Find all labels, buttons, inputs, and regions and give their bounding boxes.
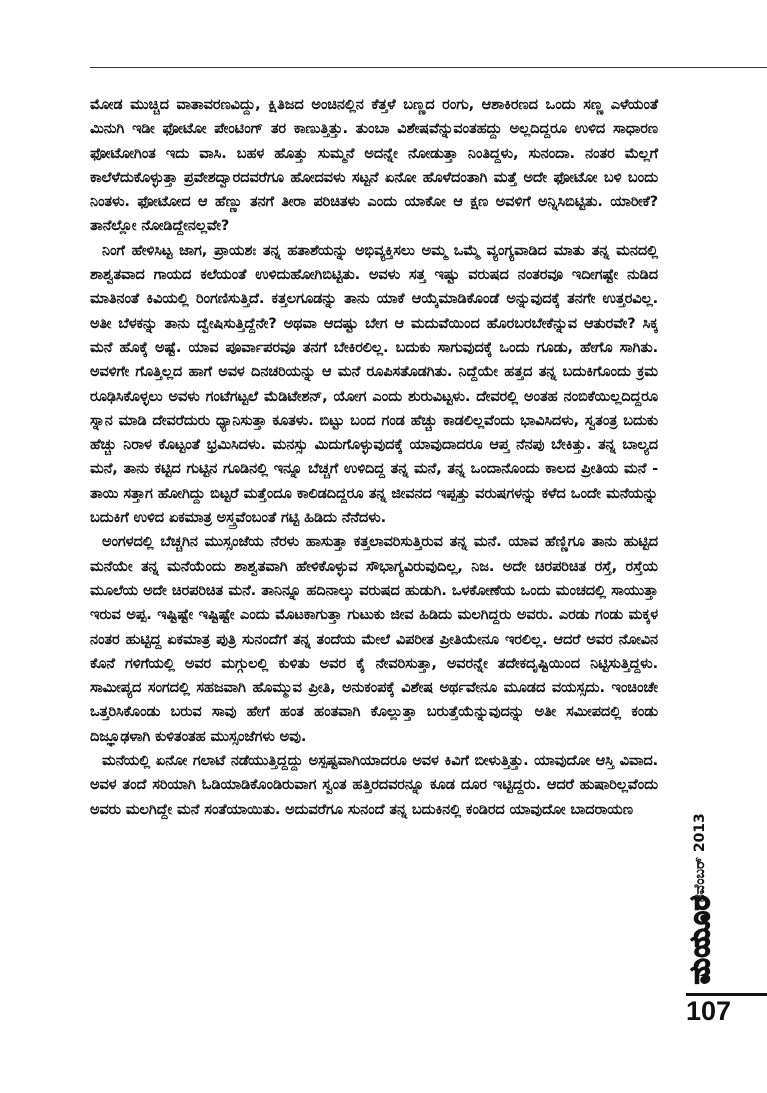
article-paragraph: ಮನೆಯಲ್ಲಿ ಏನೋ ಗಲಾಟೆ ನಡೆಯುತ್ತಿದ್ದದ್ದು ಅಸ್ಪಷ್ಟವಾಗಿಯಾದರೂ ಅವಳ ಕಿವಿಗೆ ಬೀಳುತ್ತಿತ್ತು. ಯಾವುದೋ ಆಸ್ತಿ ವಿವಾದ. ಅವಳ ತಂದೆ ಸರಿಯಾಗಿ ಓಡಿಯಾಡಿಕೊಂಡಿರುವಾಗ ಸ್ವಂತ ಹತ್ತಿರದವರನ್ನೂ ಕೂಡ ದೂರ ಇಟ್ಟಿದ್ದರು. ಆದರೆ ಹುಷಾರಿಲ್ಲವೆಂದು ಅವರು ಮಲಗಿದ್ದೇ ಮನೆ ಸಂತೆಯಾಯಿತು. ಅದುವರೆಗೂ ಸುನಂದೆ ತನ್ನ ಬದುಕಿನಲ್ಲಿ ಕಂಡಿರದ ಯಾವುದೋ ಬಾದರಾಯಣ: [90, 752, 658, 818]
article-paragraph: ಅಂಗಳದಲ್ಲಿ ಬೆಚ್ಚಗಿನ ಮುಸ್ಸಂಜೆಯ ನೆರಳು ಹಾಸುತ್ತಾ ಕತ್ತಲಾವರಿಸುತ್ತಿರುವ ತನ್ನ ಮನೆ. ಯಾವ ಹೆಣ್ಣಿಗೂ ತಾನು ಹುಟ್ಟಿದ ಮನೆಯೇ ತನ್ನ ಮನೆಯೆಂದು ಶಾಶ್ವತವಾಗಿ ಹೇಳಿಕೊಳ್ಳುವ ಸೌಭಾಗ್ಯವಿರುವುದಿಲ್ಲ, ನಿಜ. ಅದೇ ಚಿರಪರಿಚಿತ ರಸ್ತೆ, ರಸ್ತೆಯ ಮೂಲೆಯ ಅದೇ ಚಿರಪರಿಚಿತ ಮನೆ. ತಾನಿನ್ನೂ ಹದಿನಾಲ್ಕು ವರುಷದ ಹುಡುಗಿ. ಒಳಕೋಣೆಯ ಒಂದು ಮಂಚದಲ್ಲಿ ಸಾಯುತ್ತಾ ಇರುವ ಅಪ್ಪ. ಇಷ್ಟಿಷ್ಟೇ ಇಷ್ಟಿಷ್ಟೇ ಎಂದು ಮೊಟಕಾಗುತ್ತಾ ಗುಟುಕು ಜೀವ ಹಿಡಿದು ಮಲಗಿದ್ದರು ಅವರು. ಎರಡು ಗಂಡು ಮಕ್ಕಳ ನಂತರ ಹುಟ್ಟಿದ್ದ ಏಕಮಾತ್ರ ಪುತ್ರಿ ಸುನಂದೆಗೆ ತನ್ನ ತಂದೆಯ ಮೇಲೆ ವಿಪರೀತ ಪ್ರೀತಿಯೇನೂ ಇರಲಿಲ್ಲ. ಆದರೆ ಅವರ ನೋವಿನ ಕೊನೆ ಗಳಿಗೆಯಲ್ಲಿ ಅವರ ಮಗ್ಗುಲಲ್ಲಿ ಕುಳಿತು ಅವರ ಕೈ ನೇವರಿಸುತ್ತಾ, ಅವರನ್ನೇ ತದೇಕದೃಷ್ಟಿಯಿಂದ ನಿಟ್ಟಿಸುತ್ತಿದ್ದಳು. ಸಾಮೀಪ್ಯದ ಸಂಗದಲ್ಲಿ ಸಹಜವಾಗಿ ಹೊಮ್ಮುವ ಪ್ರೀತಿ, ಅನುಕಂಪಕ್ಕೆ ವಿಶೇಷ ಅರ್ಥವೇನೂ ಮೂಡದ ವಯಸ್ಸದು. ಇಂಚಿಂಚೇ ಒತ್ತರಿಸಿಕೊಂಡು ಬರುವ ಸಾವು ಹೇಗೆ ಹಂತ ಹಂತವಾಗಿ ಕೊಲ್ಲುತ್ತಾ ಬರುತ್ತೆಯೆನ್ನುವುದನ್ನು ಅತೀ ಸಮೀಪದಲ್ಲಿ ಕಂಡು ದಿಜ್ಞೂಢಳಾಗಿ ಕುಳಿತಂತಹ ಮುಸ್ಸಂಜೆಗಳು ಅವು.: [90, 533, 658, 745]
article-body: [90, 93, 658, 822]
article-paragraph: ನಿಂಗೆ ಹೇಳಿಸಿಟ್ಟ ಜಾಗ, ಪ್ರಾಯಶಃ ತನ್ನ ಹತಾಶೆಯನ್ನು ಅಭಿವ್ಯಕ್ತಿಸಲು ಅಮ್ಮ ಒಮ್ಮೆ ವ್ಯಂಗ್ಯವಾಡಿದ ಮಾತು ತನ್ನ ಮನದಲ್ಲಿ ಶಾಶ್ವತವಾದ ಗಾಯದ ಕಲೆಯಂತೆ ಉಳಿದುಹೋಗಿಬಿಟ್ಟಿತು. ಅವಳು ಸತ್ತ ಇಷ್ಟು ವರುಷದ ನಂತರವೂ ಇದೀಗಷ್ಟೇ ನುಡಿದ ಮಾತಿನಂತೆ ಕಿವಿಯಲ್ಲಿ ರಿಂಗಣಿಸುತ್ತಿದೆ. ಕತ್ತಲಗೂಡನ್ನು ತಾನು ಯಾಕೆ ಆಯ್ಕೆಮಾಡಿಕೊಂಡೆ ಅನ್ನುವುದಕ್ಕೆ ತನಗೇ ಉತ್ತರವಿಲ್ಲ. ಅತೀ ಬೆಳಕನ್ನು ತಾನು ದ್ವೇಷಿಸುತ್ತಿದ್ದೆನೇ? ಅಥವಾ ಆದಷ್ಟು ಬೇಗ ಆ ಮದುವೆಯಿಂದ ಹೊರಬರಬೇಕೆನ್ನುವ ಆತುರವೇ? ಸಿಕ್ಕ ಮನೆ ಹೊಕ್ಕೆ ಅಷ್ಟೆ. ಯಾವ ಪೂರ್ವಾಪರವೂ ತನಗೆ ಬೇಕಿರಲಿಲ್ಲ. ಬದುಕು ಸಾಗುವುದಕ್ಕೆ ಒಂದು ಗೂಡು, ಹೇಗೊ ಸಾಗಿತು. ಅವಳಿಗೇ ಗೊತ್ತಿಲ್ಲದ ಹಾಗೆ ಅವಳ ದಿನಚರಿಯನ್ನು ಆ ಮನೆ ರೂಪಿಸತೊಡಗಿತು. ನಿದ್ದೆಯೇ ಹತ್ತದ ತನ್ನ ಬದುಕಿಗೊಂದು ಕ್ರಮ ರೂಢಿಸಿಕೊಳ್ಳಲು ಅವಳು ಗಂಟೆಗಟ್ಟಲೆ ಮೆಡಿಟೇಶನ್, ಯೋಗ ಎಂದು ಶುರುವಿಟ್ಟಳು. ದೇವರಲ್ಲಿ ಅಂತಹ ನಂಬಿಕೆಯಿಲ್ಲದಿದ್ದರೂ ಸ್ನಾನ ಮಾಡಿ ದೇವರೆದುರು ಧ್ಯಾನಿಸುತ್ತಾ ಕೂತಳು. ಬಿಟ್ಟು ಬಂದ ಗಂಡ ಹೆಚ್ಚು ಕಾಡಲಿಲ್ಲವೆಂದು ಭಾವಿಸಿದಳು, ಸ್ವತಂತ್ರ ಬದುಕು ಹೆಚ್ಚು ನಿರಾಳ ಕೊಟ್ಟಂತೆ ಭ್ರಮಿಸಿದಳು. ಮನಸ್ಸು ಮಿದುಗೊಳ್ಳುವುದಕ್ಕೆ ಯಾವುದಾದರೂ ಆಪ್ತ ನೆನಪು ಬೇಕಿತ್ತು. ತನ್ನ ಬಾಲ್ಯದ ಮನೆ, ತಾನು ಕಟ್ಟಿದ ಗುಟ್ಟಿನ ಗೂಡಿನಲ್ಲಿ ಇನ್ನೂ ಬೆಚ್ಚಗೆ ಉಳಿದಿದ್ದ ತನ್ನ ಮನೆ, ತನ್ನ ಒಂದಾನೊಂದು ಕಾಲದ ಪ್ರೀತಿಯ ಮನೆ - ತಾಯಿ ಸತ್ತಾಗ ಹೋಗಿದ್ದು ಬಿಟ್ಟರೆ ಮತ್ತೆಂದೂ ಕಾಲಿಡದಿದ್ದರೂ ತನ್ನ ಜೀವನದ ಇಪ್ಪತ್ತು ವರುಷಗಳನ್ನು ಕಳೆದ ಒಂದೇ ಮನೆಯನ್ನು ಬದುಕಿಗೆ ಉಳಿದ ಏಕಮಾತ್ರ ಅಸ್ತ್ರವೆಂಬಂತೆ ಗಟ್ಟಿ ಹಿಡಿದು ನೆನೆದಳು.: [90, 241, 658, 527]
top-rule: [90, 67, 767, 68]
issue-date: ನವೆಂಬರ್ 2013: [692, 813, 708, 902]
magazine-masthead: ಮಯೂರ: [685, 894, 716, 984]
sidebar-meta: [686, 702, 720, 1002]
article-paragraph: ಮೋಡ ಮುಚ್ಚಿದ ವಾತಾವರಣವಿದ್ದು, ಕ್ಷಿತಿಜದ ಅಂಚಿನಲ್ಲಿನ ಕೆತ್ತಳೆ ಬಣ್ಣದ ರಂಗು, ಆಶಾಕಿರಣದ ಒಂದು ಸಣ್ಣ ಎಳೆಯಂತೆ ಮಿನುಗಿ ಇಡೀ ಫೋಟೋ ಪೇಂಟಿಂಗ್ ತರ ಕಾಣುತ್ತಿತ್ತು. ತುಂಬಾ ವಿಶೇಷವೆನ್ನುವಂತಹದ್ದು ಅಲ್ಲದಿದ್ದರೂ ಉಳಿದ ಸಾಧಾರಣ ಫೋಟೋಗಿಂತ ಇದು ವಾಸಿ. ಬಹಳ ಹೊತ್ತು ಸುಮ್ಮನೆ ಅದನ್ನೇ ನೋಡುತ್ತಾ ನಿಂತಿದ್ದಳು, ಸುನಂದಾ. ನಂತರ ಮೆಲ್ಲಗೆ ಕಾಲೆಳೆದುಕೊಳ್ಳುತ್ತಾ ಪ್ರವೇಶದ್ವಾರದವರೆಗೂ ಹೋದವಳು ಸಟ್ಟನೆ ಏನೋ ಹೊಳೆದಂತಾಗಿ ಮತ್ತೆ ಅದೇ ಫೋಟೋ ಬಳಿ ಬಂದು ನಿಂತಳು. ಫೋಟೋದ ಆ ಹೆಣ್ಣು ತನಗೆ ತೀರಾ ಪರಿಚಿತಳು ಎಂದು ಯಾಕೋ ಆ ಕ್ಷಣ ಅವಳಿಗೆ ಅನ್ನಿಸಿಬಿಟ್ಟಿತು. ಯಾರೀಕೆ? ತಾನೆಲ್ಲೋ ನೋಡಿದ್ದೇನಲ್ಲವೇ?: [90, 96, 658, 235]
page-number: 107: [686, 996, 732, 1026]
